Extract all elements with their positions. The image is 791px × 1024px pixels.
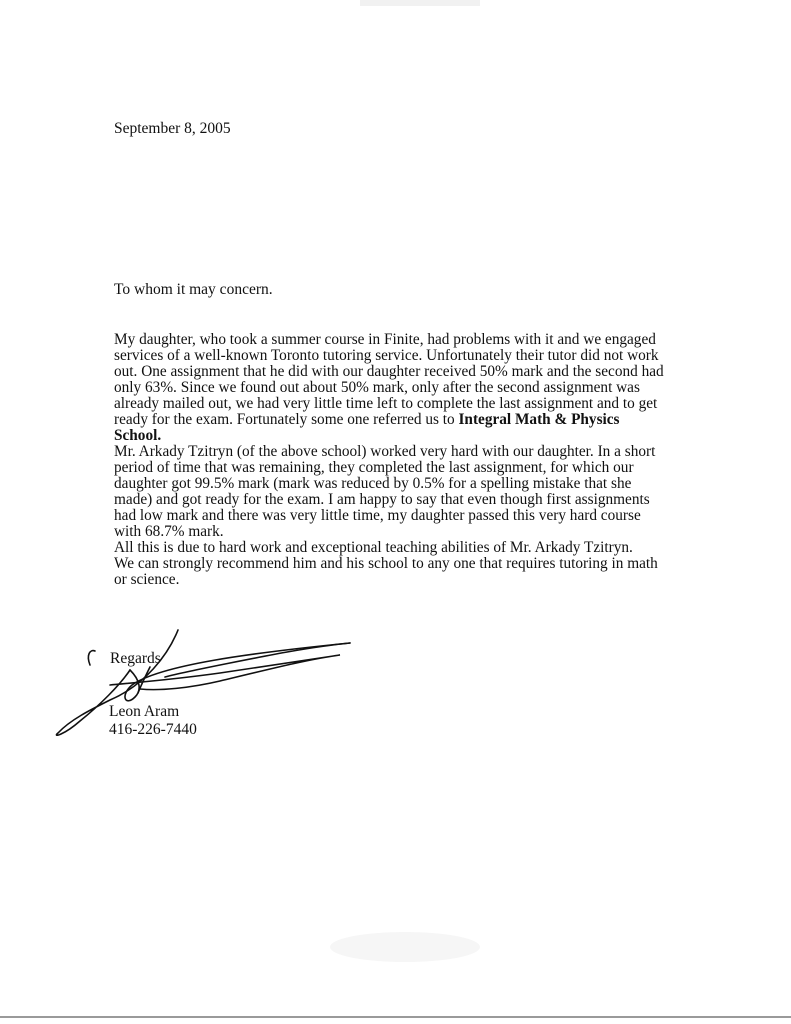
scan-smudge [330, 932, 480, 962]
body-line: period of time that was remaining, they completed the last assignment, for which our [114, 459, 634, 476]
body-line: out. One assignment that he did with our daughter received 50% mark and the second had [114, 363, 664, 380]
body-line: My daughter, who took a summer course in Finite, had problems with it and we engaged [114, 331, 656, 348]
body-line-with-school [114, 412, 674, 428]
letter-body [114, 332, 674, 588]
school-name-cont: School. [114, 427, 162, 444]
body-line: or science. [114, 571, 180, 588]
school-name: Integral Math & Physics [458, 411, 620, 428]
body-line: daughter got 99.5% mark (mark was reduced by 0.5% for a spelling mistake that she [114, 475, 632, 492]
letter-salutation: To whom it may concern. [114, 281, 273, 298]
body-line: All this is due to hard work and exceptional teaching abilities of Mr. Arkady Tzitryn. [114, 539, 633, 556]
body-line: already mailed out, we had very little time left to complete the last assignment and to get [114, 395, 658, 412]
body-line: had low mark and there was very little time, my daughter passed this very hard course [114, 507, 641, 524]
scan-edge-line [0, 1016, 791, 1018]
body-line: with 68.7% mark. [114, 523, 224, 540]
body-line: services of a well-known Toronto tutoring service. Unfortunately their tutor did not work [114, 347, 659, 364]
body-line: only 63%. Since we found out about 50% mark, only after the second assignment was [114, 379, 640, 396]
handwritten-signature [50, 625, 370, 740]
letter-date: September 8, 2005 [114, 120, 231, 137]
letter-closing: Regards [110, 650, 161, 667]
body-line: ready for the exam. Fortunately some one referred us to [114, 411, 459, 428]
signer-name: Leon Aram [109, 703, 180, 720]
body-line: We can strongly recommend him and his school to any one that requires tutoring in math [114, 555, 658, 572]
body-line: Mr. Arkady Tzitryn (of the above school) worked very hard with our daughter. In a short [114, 443, 656, 460]
scan-smudge [360, 0, 480, 6]
body-line: made) and got ready for the exam. I am happy to say that even though first assignments [114, 491, 650, 508]
signer-phone: 416-226-7440 [109, 721, 197, 738]
